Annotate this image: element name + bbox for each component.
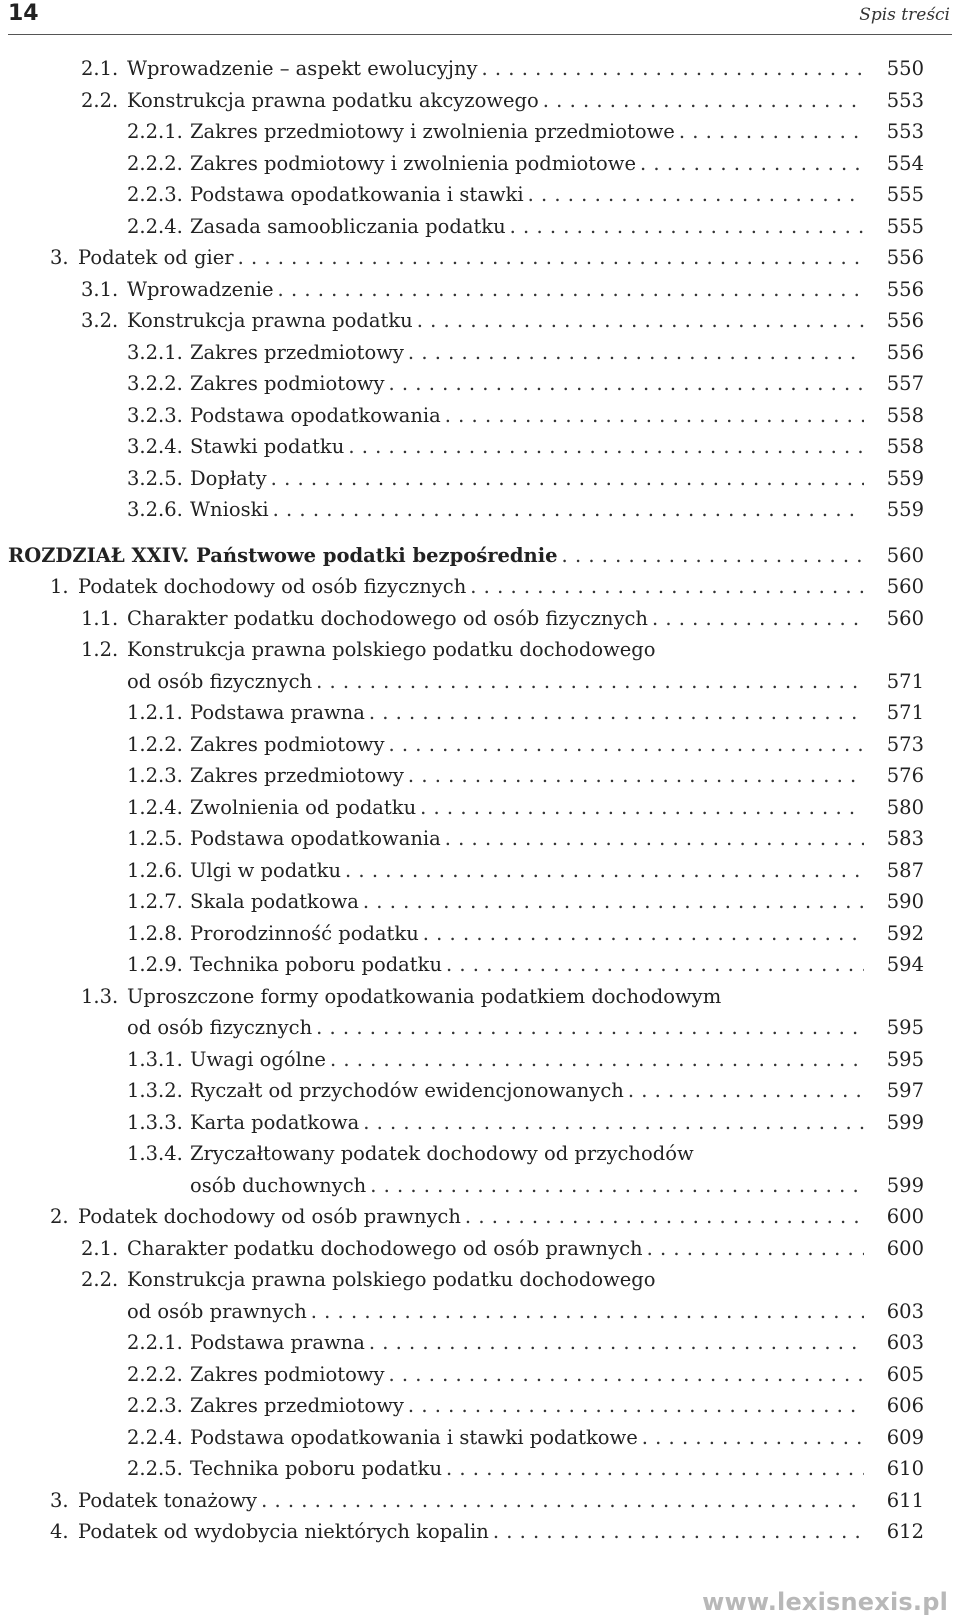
toc-entry-title: Zakres przedmiotowy [190, 764, 404, 787]
dot-leader [524, 179, 864, 211]
toc-page-number: 573 [886, 732, 924, 756]
toc-entry-title: Zakres podmiotowy [190, 1362, 385, 1386]
toc-entry [0, 634, 960, 666]
dot-leader [638, 1422, 864, 1454]
toc-entry-title: od osób prawnych [127, 1299, 307, 1323]
toc-page-number: 600 [886, 1236, 924, 1260]
toc-entry [0, 603, 960, 635]
toc-entry-title: Podstawa opodatkowania i stawki podatkowe [190, 1425, 638, 1449]
toc-entry-number: 2.2.2. [127, 151, 183, 175]
running-head: Spis treści [859, 5, 950, 25]
toc-entry [0, 760, 960, 792]
dot-leader [341, 855, 864, 887]
dot-leader [419, 918, 864, 950]
toc-entry [0, 918, 960, 950]
toc-page-number: 560 [886, 575, 924, 598]
toc-entry-number: 2.1. [81, 57, 119, 80]
dot-leader [385, 368, 864, 400]
toc-entry [0, 792, 960, 824]
toc-entry [0, 148, 960, 180]
dot-leader [416, 792, 864, 824]
toc-entry-number: 3.2.4. [127, 435, 183, 458]
toc-entry [0, 1296, 960, 1328]
toc-entry-number: 1.2.7. [127, 890, 183, 913]
toc-entry-title: Podstawa opodatkowania i stawki [190, 183, 524, 206]
toc-entry-title: Charakter podatku dochodowego od osób fizycznych [127, 606, 648, 630]
toc-entry-title: Podatek od gier [78, 246, 234, 269]
toc-page-number: 553 [886, 88, 924, 112]
toc-entry [0, 886, 960, 918]
dot-leader [404, 337, 864, 369]
toc-entry [0, 1075, 960, 1107]
toc-page-number: 587 [886, 858, 924, 882]
toc-entry-title: Konstrukcja prawna polskiego podatku dochodowego [127, 1268, 656, 1291]
toc-entry-number: 3. [50, 1488, 69, 1512]
toc-entry [0, 1390, 960, 1422]
toc-entry-title: od osób fizycznych [127, 1016, 313, 1039]
toc-entry-number: 3.2.3. [127, 403, 183, 427]
toc-page-number: 580 [886, 795, 924, 819]
dot-leader [478, 53, 864, 85]
toc-page-number: 597 [886, 1079, 924, 1102]
dot-leader [359, 886, 864, 918]
toc-entry-title: Podatek od wydobycia niektórych kopalin [78, 1520, 489, 1543]
dot-leader [675, 116, 864, 148]
toc-entry [0, 949, 960, 981]
toc-page-number: 595 [886, 1016, 924, 1039]
dot-leader [365, 1327, 864, 1359]
page-number: 14 [8, 1, 39, 26]
toc-entry-title: Zakres przedmiotowy i zwolnienia przedmiotowe [190, 120, 675, 143]
dot-leader [366, 1170, 864, 1202]
toc-entry-title: Podstawa opodatkowania [190, 827, 441, 850]
toc-entry-title: Podstawa opodatkowania [190, 403, 441, 427]
toc-entry-number: 2.2.1. [127, 120, 183, 143]
toc-entry-title: Uproszczone formy opodatkowania podatkiem dochodowym [127, 984, 722, 1008]
toc-entry-number: 2.2.3. [127, 1394, 183, 1417]
dot-leader [624, 1075, 864, 1107]
toc-entry-number: 2.2.4. [127, 1425, 183, 1449]
toc-entry-title: Karta podatkowa [190, 1110, 360, 1134]
chapter-heading [0, 540, 960, 572]
toc-entry [0, 274, 960, 306]
toc-entry-number: 2.2.1. [127, 1331, 183, 1354]
toc-entry-number: 4. [50, 1520, 69, 1543]
toc-entry-number: 2.2.3. [127, 183, 183, 206]
dot-leader [257, 1485, 864, 1517]
toc-page-number: 592 [886, 921, 924, 945]
toc-entry-number: 3.2.1. [127, 340, 183, 364]
dot-leader [404, 1390, 864, 1422]
toc-entry [0, 666, 960, 698]
page-header [8, 0, 952, 35]
toc-entry [0, 1170, 960, 1202]
toc-entry-title: Zakres przedmiotowy [190, 1394, 404, 1417]
toc-entry [0, 211, 960, 243]
toc-page-number: 611 [886, 1488, 924, 1512]
toc-entry-number: 2.2.4. [127, 214, 183, 238]
toc-page-number: 558 [886, 435, 924, 458]
toc-entry [0, 179, 960, 211]
toc-entry-number: 3.2. [81, 309, 119, 332]
toc-entry-number: 1.3.1. [127, 1047, 183, 1071]
toc-entry-title: Uwagi ogólne [190, 1047, 326, 1071]
toc-entry [0, 494, 960, 526]
toc-entry [0, 337, 960, 369]
toc-page-number: 603 [886, 1331, 924, 1354]
dot-leader [344, 431, 864, 463]
toc-entry-title: Wnioski [190, 498, 269, 521]
toc-entry-number: 1. [50, 575, 69, 598]
toc-page-number: 553 [886, 120, 924, 143]
toc-entry-number: 1.3. [81, 984, 119, 1008]
toc-entry-title: Podstawa prawna [190, 1331, 365, 1354]
toc-page-number: 609 [886, 1425, 924, 1449]
toc-entry-title: Dopłaty [190, 466, 267, 490]
toc-page-number: 556 [886, 277, 924, 301]
toc-entry [0, 1044, 960, 1076]
dot-leader [274, 274, 864, 306]
toc-entry-title: Zakres przedmiotowy [190, 340, 404, 364]
toc-page-number: 600 [886, 1205, 924, 1228]
toc-entry [0, 1516, 960, 1548]
toc-entry-number: 2.2. [81, 88, 119, 112]
toc-entry-title: Stawki podatku [190, 435, 345, 458]
toc-entry-title: Konstrukcja prawna podatku [127, 309, 413, 332]
toc-entry-title: Wprowadzenie – aspekt ewolucyjny [127, 57, 478, 80]
toc-page-number: 554 [886, 151, 924, 175]
toc-entry [0, 368, 960, 400]
toc-page-number: 558 [886, 403, 924, 427]
toc-entry [0, 571, 960, 603]
toc-entry-number: 2.2.2. [127, 1362, 183, 1386]
toc-entry [0, 431, 960, 463]
dot-leader [269, 494, 864, 526]
toc-page-number: 557 [886, 372, 924, 395]
dot-leader [442, 1453, 864, 1485]
dot-leader [461, 1201, 864, 1233]
dot-leader [267, 463, 864, 495]
toc-page-number: 560 [886, 543, 924, 567]
toc-entry-number: 1.2.8. [127, 921, 183, 945]
toc-entry-title: Skala podatkowa [190, 890, 359, 913]
dot-leader [441, 400, 864, 432]
toc-entry [0, 1359, 960, 1391]
toc-page-number: 576 [886, 764, 924, 787]
toc-entry-title: Zryczałtowany podatek dochodowy od przychodów [190, 1142, 694, 1165]
toc-entry-title: Podstawa prawna [190, 701, 365, 724]
toc-page-number: 590 [886, 890, 924, 913]
toc-page-number: 599 [886, 1110, 924, 1134]
toc-page-number: 555 [886, 214, 924, 238]
toc-entry-number: 1.1. [81, 606, 119, 630]
toc-entry-title: Państwowe podatki bezpośrednie [196, 543, 558, 567]
toc-entry-number: 1.2.5. [127, 827, 183, 850]
toc-entry [0, 823, 960, 855]
toc-entry-number: 1.2. [81, 638, 119, 661]
toc-entry-number: 1.2.4. [127, 795, 183, 819]
publisher-watermark: www.lexisnexis.pl [702, 1588, 948, 1616]
dot-leader [326, 1044, 864, 1076]
toc-page-number: 571 [886, 701, 924, 724]
toc-entry-title: od osób fizycznych [127, 669, 313, 693]
dot-leader [365, 697, 864, 729]
toc-entry-number: 3.2.6. [127, 498, 183, 521]
toc-entry-number: 1.2.1. [127, 701, 183, 724]
toc-page-number: 599 [886, 1173, 924, 1197]
dot-leader [312, 666, 864, 698]
dot-leader [648, 603, 864, 635]
toc-entry [0, 981, 960, 1013]
dot-leader [643, 1233, 864, 1265]
toc-entry [0, 729, 960, 761]
toc-entry-number: 3.2.2. [127, 372, 183, 395]
toc-entry-title: Zakres podmiotowy [190, 732, 385, 756]
toc-page-number: 556 [886, 309, 924, 332]
dot-leader [489, 1516, 864, 1548]
table-of-contents [0, 53, 960, 1548]
toc-entry-title: Zakres podmiotowy i zwolnienia podmiotowe [190, 151, 637, 175]
toc-entry [0, 1485, 960, 1517]
toc-entry-title: Ulgi w podatku [190, 858, 342, 882]
toc-entry-number: 3. [50, 246, 69, 269]
toc-entry-number: 2.1. [81, 1236, 119, 1260]
toc-page-number: 550 [886, 57, 924, 80]
toc-page-number: 559 [886, 498, 924, 521]
dot-leader [539, 85, 864, 117]
toc-entry-number: 1.2.6. [127, 858, 183, 882]
toc-entry [0, 1264, 960, 1296]
toc-page-number: 583 [886, 827, 924, 850]
toc-page-number: 571 [886, 669, 924, 693]
toc-entry-title: osób duchownych [190, 1173, 367, 1197]
dot-leader [441, 823, 864, 855]
toc-page-number: 610 [886, 1457, 924, 1480]
toc-entry-title: Konstrukcja prawna polskiego podatku dochodowego [127, 638, 656, 661]
toc-page-number: 555 [886, 183, 924, 206]
toc-entry [0, 1138, 960, 1170]
toc-entry-title: Konstrukcja prawna podatku akcyzowego [127, 88, 539, 112]
dot-leader [385, 1359, 864, 1391]
toc-entry [0, 1201, 960, 1233]
dot-leader [413, 305, 864, 337]
toc-page-number: 556 [886, 246, 924, 269]
toc-page-number: 556 [886, 340, 924, 364]
toc-entry-title: Podatek dochodowy od osób fizycznych [78, 575, 467, 598]
toc-entry [0, 463, 960, 495]
toc-entry [0, 85, 960, 117]
toc-entry-number: 2. [50, 1205, 69, 1228]
toc-entry-title: Technika poboru podatku [190, 953, 443, 976]
toc-entry-number: 3.1. [81, 277, 119, 301]
toc-entry-number: 1.3.4. [127, 1142, 183, 1165]
toc-page-number: 605 [886, 1362, 924, 1386]
toc-entry-title: Prorodzinność podatku [190, 921, 419, 945]
toc-page-number: 559 [886, 466, 924, 490]
toc-page-number: 606 [886, 1394, 924, 1417]
dot-leader [558, 540, 864, 572]
toc-entry [0, 1422, 960, 1454]
toc-entry [0, 116, 960, 148]
toc-entry-title: Charakter podatku dochodowego od osób prawnych [127, 1236, 643, 1260]
toc-entry [0, 1233, 960, 1265]
toc-entry-title: Technika poboru podatku [190, 1457, 443, 1480]
toc-entry [0, 242, 960, 274]
toc-entry [0, 855, 960, 887]
dot-leader [359, 1107, 864, 1139]
toc-entry-number: 2.2. [81, 1268, 119, 1291]
toc-entry [0, 1453, 960, 1485]
dot-leader [234, 242, 864, 274]
toc-page-number: 594 [886, 953, 924, 976]
toc-entry [0, 1012, 960, 1044]
toc-entry-title: Ryczałt od przychodów ewidencjonowanych [190, 1079, 624, 1102]
toc-entry-title: Wprowadzenie [127, 277, 274, 301]
dot-leader [636, 148, 864, 180]
toc-entry-number: 1.3.3. [127, 1110, 183, 1134]
dot-leader [404, 760, 864, 792]
toc-page-number: 603 [886, 1299, 924, 1323]
toc-entry-title: Zakres podmiotowy [190, 372, 385, 395]
toc-entry-number: 1.3.2. [127, 1079, 183, 1102]
toc-entry-title: Zwolnienia od podatku [190, 795, 417, 819]
chapter-number: ROZDZIAŁ XXIV. [8, 543, 190, 567]
toc-entry [0, 53, 960, 85]
toc-entry-number: 1.2.2. [127, 732, 183, 756]
toc-entry [0, 1327, 960, 1359]
toc-page-number: 612 [886, 1520, 924, 1543]
toc-page-number: 560 [886, 606, 924, 630]
toc-entry-number: 3.2.5. [127, 466, 183, 490]
toc-entry-number: 2.2.5. [127, 1457, 183, 1480]
toc-entry [0, 1107, 960, 1139]
toc-entry [0, 400, 960, 432]
dot-leader [307, 1296, 864, 1328]
toc-entry-number: 1.2.9. [127, 953, 183, 976]
dot-leader [312, 1012, 864, 1044]
dot-leader [442, 949, 864, 981]
toc-entry-number: 1.2.3. [127, 764, 183, 787]
toc-page-number: 595 [886, 1047, 924, 1071]
toc-entry [0, 697, 960, 729]
dot-leader [466, 571, 864, 603]
dot-leader [506, 211, 864, 243]
toc-entry [0, 305, 960, 337]
dot-leader [385, 729, 864, 761]
toc-entry-title: Zasada samoobliczania podatku [190, 214, 506, 238]
toc-entry-title: Podatek dochodowy od osób prawnych [78, 1205, 461, 1228]
toc-entry-title: Podatek tonażowy [78, 1488, 258, 1512]
